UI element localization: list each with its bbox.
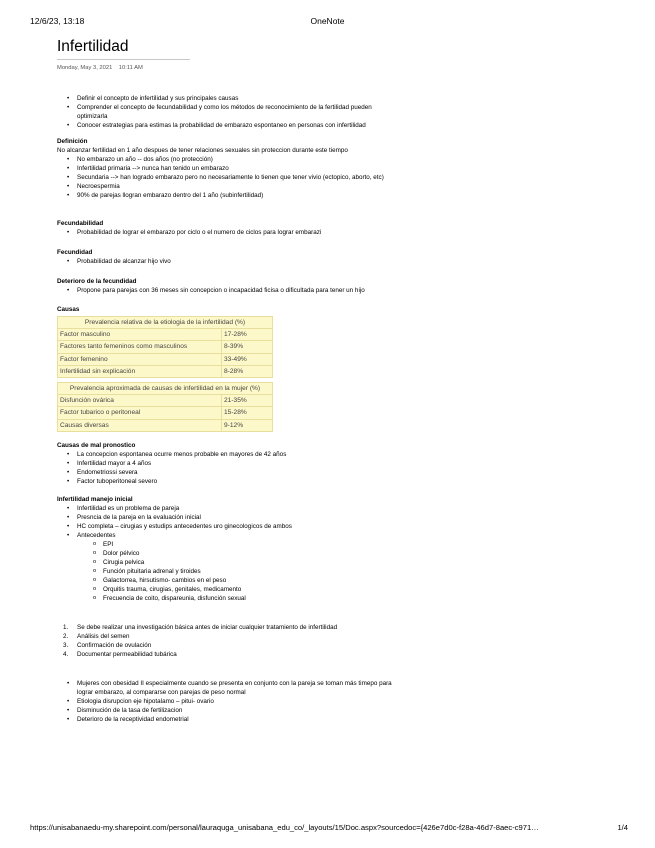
table-cell-value: 17-28% [222, 329, 273, 341]
item-number: 2. [63, 632, 69, 640]
section-heading-mal-pronostico: Causas de mal pronostico [57, 441, 136, 449]
deterioro-list [57, 286, 402, 295]
print-datetime: 12/6/23, 13:18 [30, 16, 85, 26]
table-caption-row [58, 382, 273, 394]
list-item: • Factor tuboperitoneal severo [77, 477, 402, 486]
section-heading-fecundabilidad: Fecundabilidad [57, 220, 104, 227]
note-date: Monday, May 3, 2021 [57, 65, 113, 71]
table-row [58, 395, 273, 407]
sub-list-item: o Dolor pélvico [103, 549, 402, 558]
table-cell-value: 8-28% [222, 365, 273, 377]
table-cell-label: Causas diversas [58, 419, 222, 431]
sub-list-item: o Cirugia pelvica [103, 558, 402, 567]
list-item: • 90% de parejas llogran embarazo dentro del 1 año (subinfertilidad) [77, 191, 402, 200]
item-number: 3. [63, 641, 69, 649]
print-app-name: OneNote [310, 16, 345, 26]
list-item: • Infertilidad primaria --> nunca han tenido un embarazo [77, 164, 402, 173]
list-item: • Infertilidad es un problema de pareja [77, 504, 402, 513]
print-url: https://unisabanaedu-my.sharepoint.com/personal/lauraquga_unisabana_edu_co/_layouts/15/Doc.aspx?sourcedoc={426e7d0c-f28a-46d7-8aec-c971… [30, 823, 539, 832]
list-item: • Mujeres con obesidad II especialmente cuando se presenta en conjunto con la pareja se toman más timepo para lograr embarazo, al compararse con parejas de peso normal [77, 679, 402, 697]
list-item: • Etiologia disrupcion eje hipotalamo – pitui- ovario [77, 697, 402, 706]
list-item: • Comprender el concepto de fecundabilidad y como los métodos de reconocimiento de la fertilidad pueden optimizarla [77, 103, 402, 121]
table-cell-label: Factor masculino [58, 329, 222, 341]
list-item: • Propone para parejas con 36 meses sin concepcion o incapacidad ficisa o dificultada para tener un hijo [77, 286, 402, 295]
sub-list-item: o Galactorrea, hirsutismo- cambios en el peso [103, 576, 402, 585]
sub-list-item: o Orquitis trauma, cirugias, genitales, medicamento [103, 585, 402, 594]
list-item: • Secundaria --> han logrado embarazo pero no necesariamente lo tienen que tener vivio (ectopico, aborto, etc) [77, 173, 402, 182]
table-cell-label: Factores tanto femeninos como masculinos [58, 341, 222, 353]
list-item: • La concepcion espontanea ocurre menos probable en mayores de 42 años [77, 450, 402, 459]
list-item: • No embarazo un año -- dos años (no protección) [77, 155, 402, 164]
definicion-list [57, 155, 402, 200]
list-item: • Presncia de la pareja en la evaluación inicial [77, 513, 402, 522]
list-item: • Probabilidad de alcanzar hijo vivo [77, 257, 402, 266]
table-cell-value: 8-39% [222, 341, 273, 353]
table-cell-value: 9-12% [222, 419, 273, 431]
mal-pronostico-list [57, 450, 402, 486]
page-title: Infertilidad [57, 38, 190, 60]
list-item: • Definir el concepto de infertilidad y sus principales causas [77, 94, 402, 103]
table-cell-value: 15-28% [222, 407, 273, 419]
item-text: Se debe realizar una investigación básica antes de iniciar cualquier tratamiento de infertilidad [77, 623, 338, 631]
table-caption-row [58, 317, 273, 329]
list-item: • HC completa – cirugias y estudips antecedentes uro ginecologicos de ambos [77, 522, 402, 531]
definicion-text: No alcanzar fertilidad en 1 año despues de tener relaciones sexuales sin proteccion durante este tiempo [57, 147, 348, 154]
antecedentes-sublist [77, 540, 402, 603]
section-heading-definicion: Definición [57, 138, 88, 145]
table-row [58, 353, 273, 365]
note-time: 10:11 AM [118, 65, 143, 71]
table-caption: Prevalencia relativa de la etiologia de la infertilidad (%) [58, 317, 273, 329]
section-heading-causas: Causas [57, 306, 80, 313]
table-row [58, 365, 273, 377]
list-item: • Deterioro de la receptividad endometrial [77, 715, 402, 724]
objectives-list [57, 94, 402, 130]
numbered-item [63, 632, 402, 641]
table-row [58, 407, 273, 419]
page-number: 1/4 [617, 823, 628, 832]
fecundabilidad-list [57, 228, 402, 237]
list-item: • Disminución de la tasa de fertilizacion [77, 706, 402, 715]
causes-table [57, 316, 273, 432]
numbered-steps-list [57, 623, 402, 659]
table-cell-label: Factor femenino [58, 353, 222, 365]
table-cell-label: Factor tubarico o peritoneal [58, 407, 222, 419]
table-row [58, 419, 273, 431]
item-text: Documentar permeabilidad tubárica [77, 650, 177, 658]
numbered-item [63, 641, 402, 650]
item-number: 4. [63, 650, 69, 658]
sub-list-item: o Frecuencia de coito, dispareunia, disfunción sexual [103, 594, 402, 603]
manejo-list [57, 504, 402, 603]
item-text: Análisis del semen [77, 632, 130, 640]
list-item: • Infertilidad mayor a 4 años [77, 459, 402, 468]
table-row [58, 341, 273, 353]
fecundidad-list [57, 257, 402, 266]
section-heading-fecundidad: Fecundidad [57, 249, 93, 256]
sub-list-item: o Función pituitaria adrenal y tiroides [103, 567, 402, 576]
list-item [77, 531, 402, 603]
note-content [57, 38, 402, 724]
list-item: • Conocer estrategias para estimas la probabilidad de embarazo espontaneo en personas con infertilidad [77, 121, 402, 130]
list-item: • Endometriossi severa [77, 468, 402, 477]
numbered-item [63, 650, 402, 659]
table-cell-value: 33-49% [222, 353, 273, 365]
section-heading-manejo: Infertilidad manejo inicial [57, 495, 133, 503]
item-number: 1. [63, 623, 69, 631]
item-text: Confirmación de ovulación [77, 641, 152, 649]
list-item: • Probabilidad de lograr el embarazo por ciclo o el numero de ciclos para lograr embarazi [77, 228, 402, 237]
table-caption: Prevalencia aproximada de causas de infertilidad en la mujer (%) [58, 382, 273, 394]
list-item: • Necroespermia [77, 182, 402, 191]
table-cell-label: Disfunción ovárica [58, 395, 222, 407]
list-item-label: Antecedentes [77, 531, 116, 539]
numbered-item [63, 623, 402, 632]
table-cell-label: Infertilidad sin explicación [58, 365, 222, 377]
table-cell-value: 21-35% [222, 395, 273, 407]
section-heading-deterioro: Deterioro de la fecundidad [57, 278, 137, 285]
final-list [57, 679, 402, 724]
sub-list-item: o EPI [103, 540, 402, 549]
table-row [58, 329, 273, 341]
